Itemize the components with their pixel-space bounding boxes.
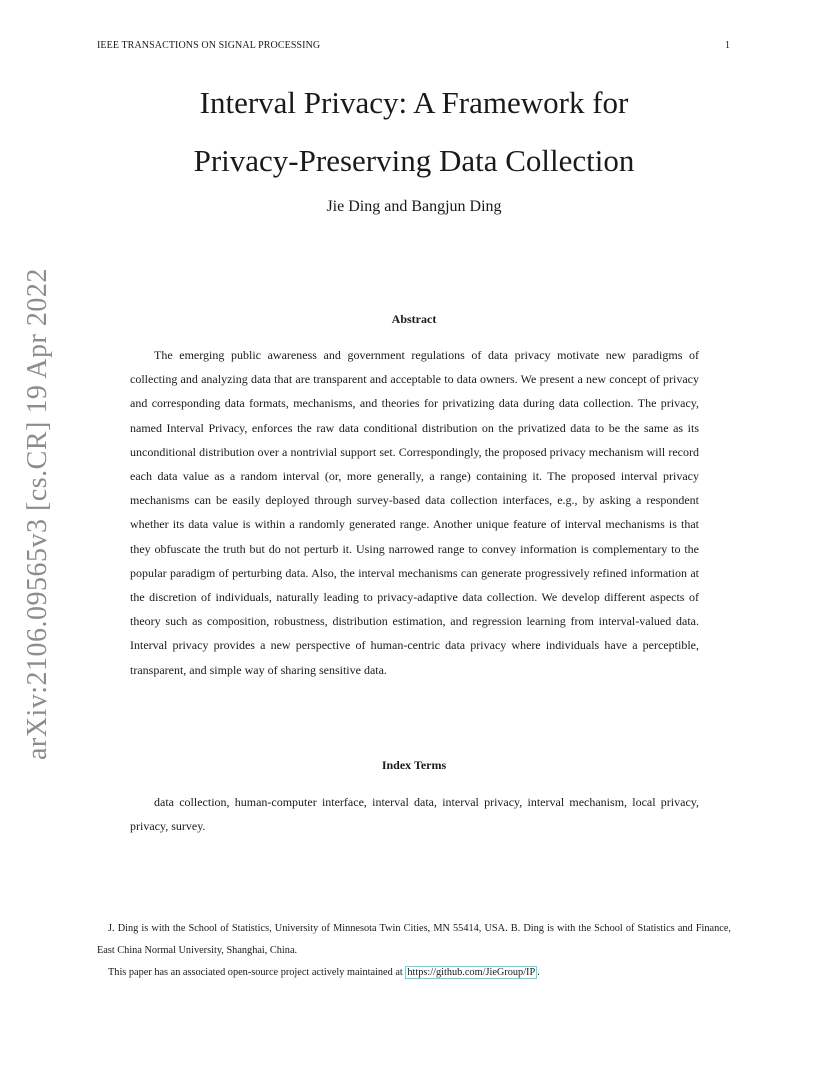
project-suffix: .: [537, 967, 540, 978]
github-link[interactable]: https://github.com/JieGroup/IP: [407, 967, 536, 978]
title-line-1: Interval Privacy: A Framework for: [199, 85, 629, 120]
project-prefix: This paper has an associated open-source project actively maintained at: [108, 967, 406, 978]
affiliation-footnote: [97, 918, 731, 962]
arxiv-watermark: arXiv:2106.09565v3 [cs.CR] 19 Apr 2022: [22, 268, 53, 760]
index-terms-body: [130, 790, 699, 838]
author-list: Jie Ding and Bangjun Ding: [326, 198, 502, 215]
abstract-paragraph: The emerging public awareness and government regulations of data privacy motivate new paradigms of collecting and analyzing data that are transparent and acceptable to data owners. We present a new concept of privacy and corresponding data formats, mechanisms, and theories for privatizing data during data collection. The privacy, named Interval Privacy, enforces the raw data conditional distribution on the privatized data to be the same as its unconditional distribution over a nontrivial support set. Correspondingly, the proposed privacy mechanism will record each data value as a random interval (or, more generally, a range) containing it. The proposed interval privacy mechanisms can be easily deployed through survey-based data collection interfaces, e.g., by asking a respondent whether its data value is within a randomly generated range. Another unique feature of interval mechanisms is that they obfuscate the truth but do not perturb it. Using narrowed range to convey information is complementary to the popular paradigm of perturbing data. Also, the interval mechanisms can generate progressively refined information at the discretion of individuals, naturally leading to privacy-adaptive data collection. We develop different aspects of theory such as composition, robustness, distribution estimation, and regression learning from interval-valued data. Interval privacy provides a new perspective of human-centric data privacy where individuals have a perceptible, transparent, and simple way of sharing sensitive data.: [130, 348, 699, 677]
title-line-2: Privacy-Preserving Data Collection: [193, 143, 635, 178]
project-text: [97, 962, 731, 984]
abstract-body: [130, 343, 699, 682]
affiliation-text: J. Ding is with the School of Statistics, University of Minnesota Twin Cities, MN 55414, USA. B. Ding is with the School of Statistics and Finance, East China Normal University, Shanghai, China.: [97, 923, 731, 956]
index-terms-paragraph: data collection, human-computer interface, interval data, interval privacy, interval mechanism, local privacy, privacy, survey.: [130, 795, 699, 834]
project-footnote: [97, 962, 731, 984]
index-terms-heading: Index Terms: [381, 758, 447, 772]
paper-title: [0, 74, 828, 190]
abstract-heading: Abstract: [391, 312, 437, 326]
page-number: 1: [725, 40, 730, 51]
running-header: IEEE TRANSACTIONS ON SIGNAL PROCESSING: [97, 40, 321, 51]
